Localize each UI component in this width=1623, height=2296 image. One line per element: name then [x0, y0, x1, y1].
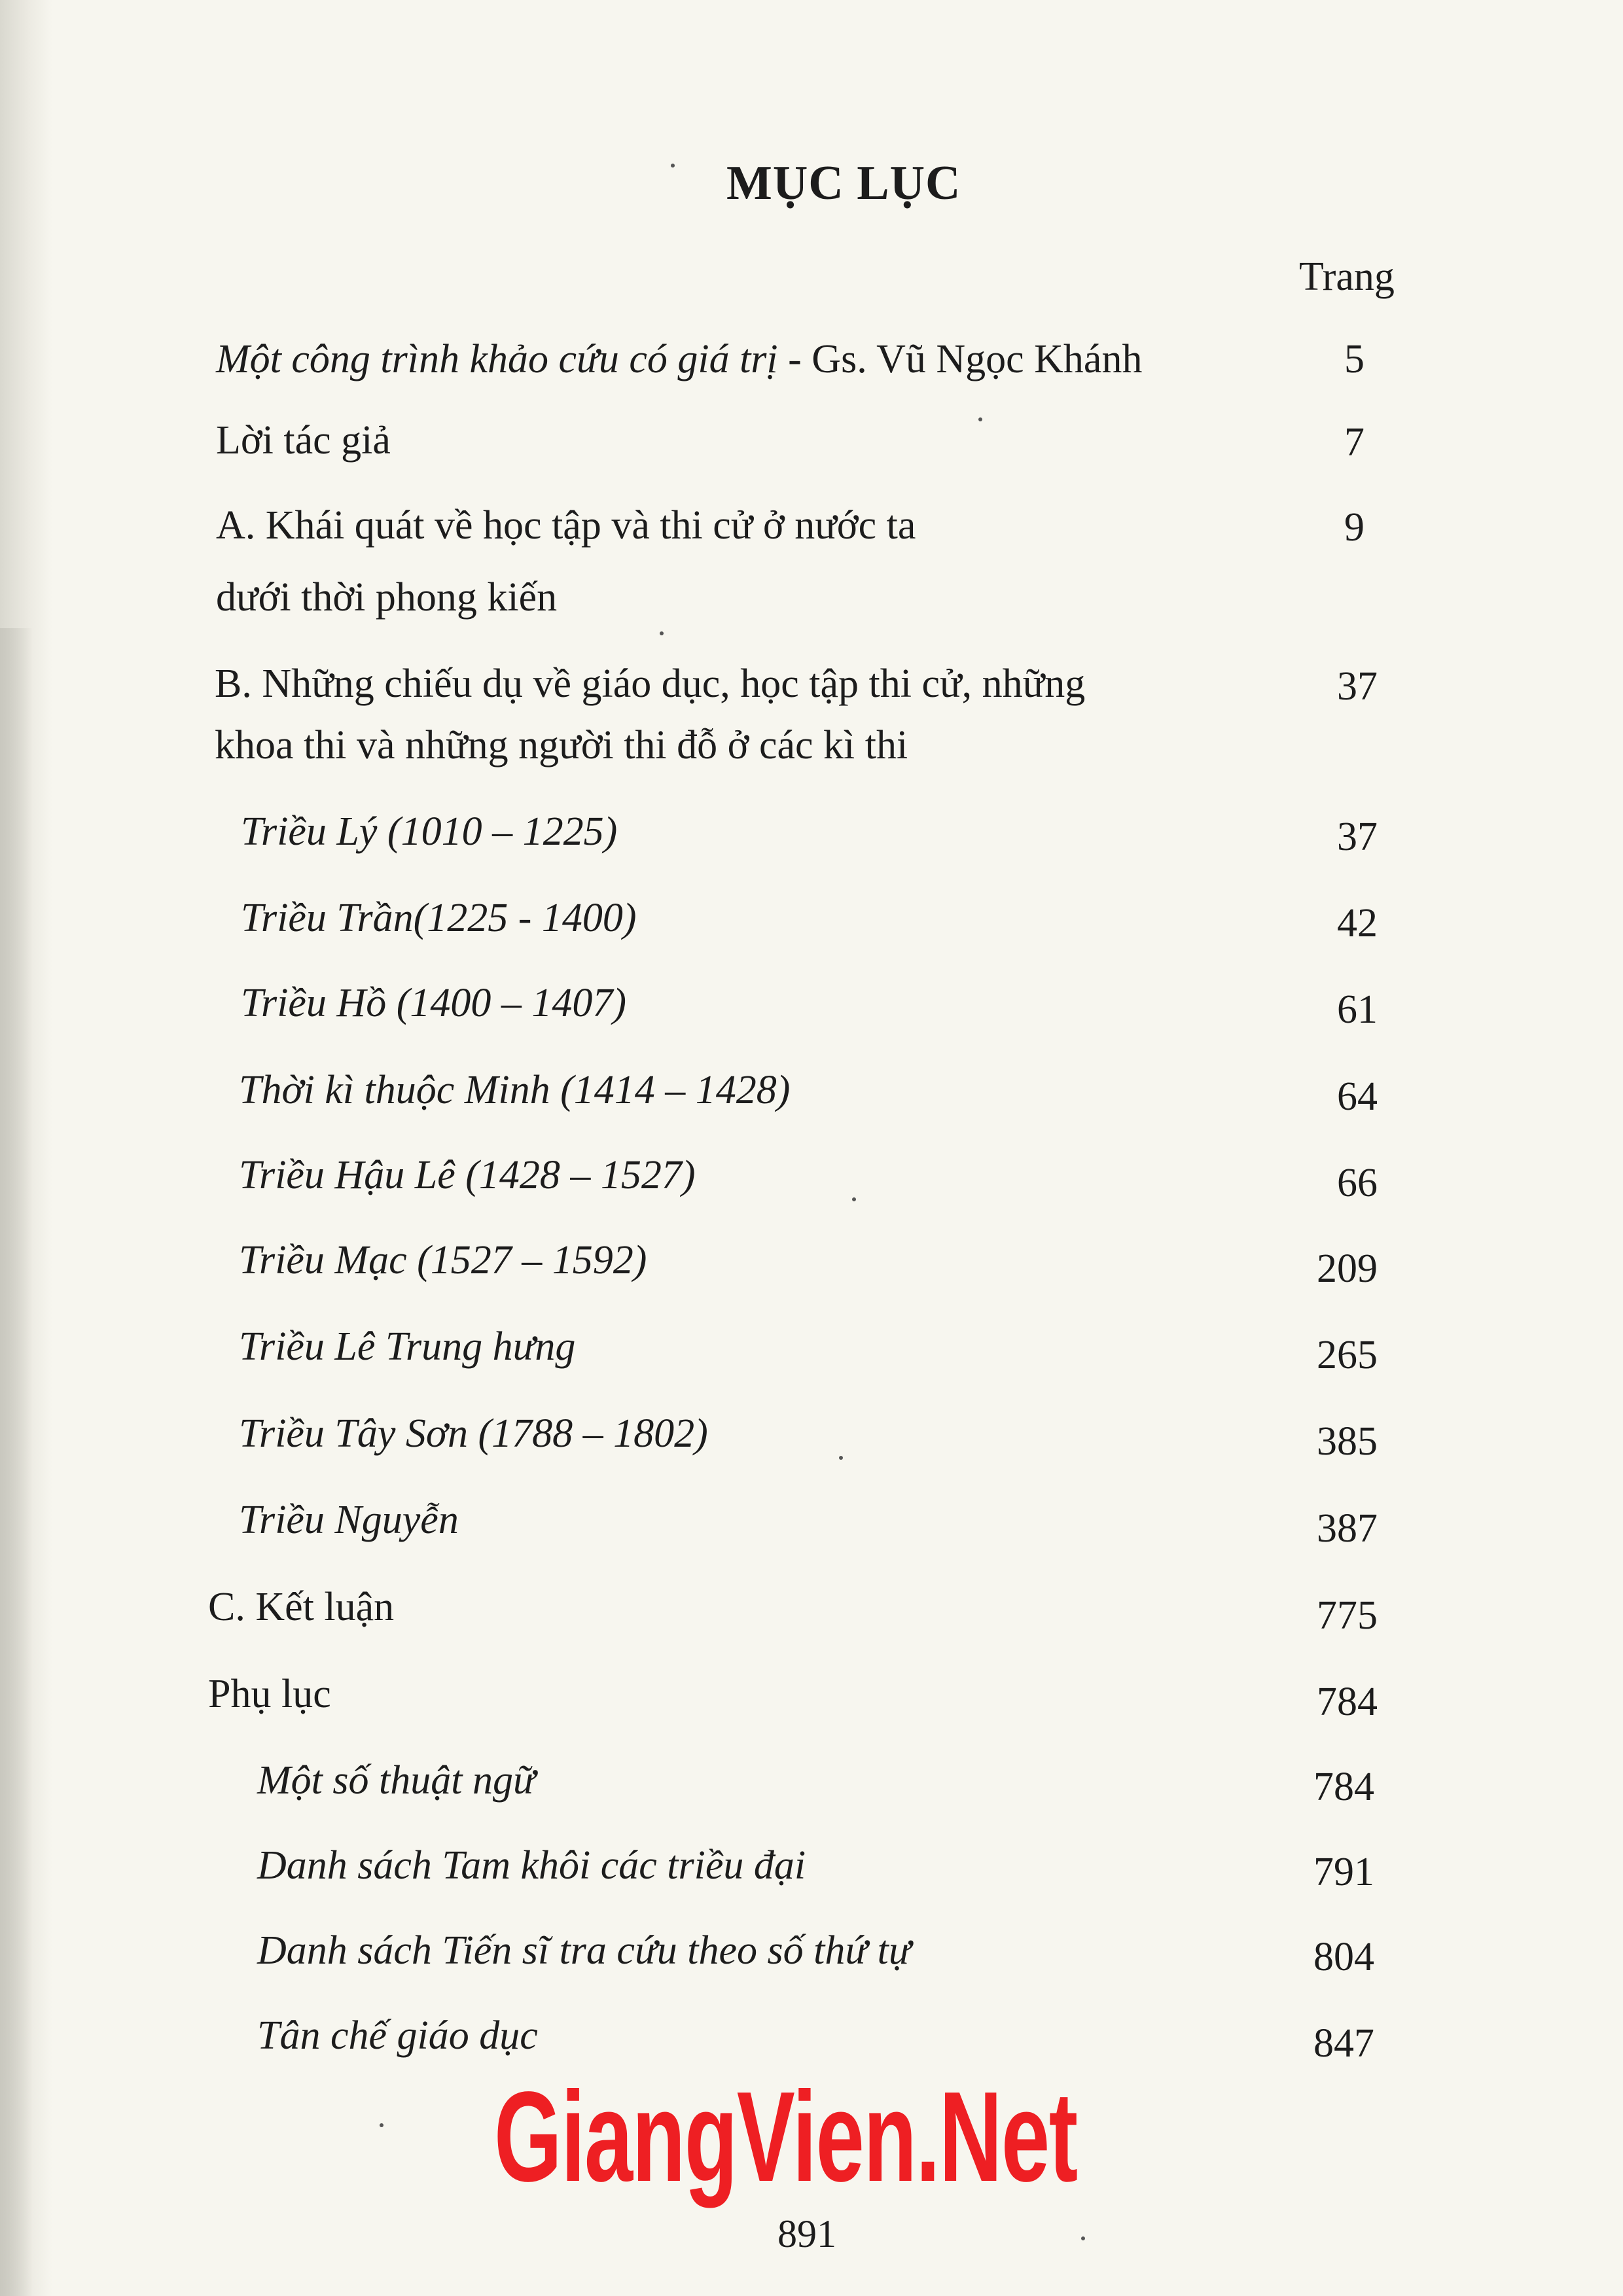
toc-entry-terminology: Một số thuật ngữ — [257, 1758, 535, 1803]
toc-page-number: 209 — [1317, 1246, 1378, 1291]
scan-speck — [852, 1197, 856, 1201]
toc-page-number: 387 — [1317, 1506, 1378, 1551]
toc-page-number: 9 — [1344, 505, 1364, 550]
toc-entry-section-a-line1: A. Khái quát về học tập và thi cử ở nước ta — [216, 503, 916, 548]
toc-page-number: 775 — [1317, 1593, 1378, 1638]
toc-entry-ming-period: Thời kì thuộc Minh (1414 – 1428) — [239, 1068, 791, 1112]
toc-entry-conclusion: C. Kết luận — [208, 1585, 395, 1629]
toc-entry-ho-dynasty: Triều Hồ (1400 – 1407) — [241, 981, 626, 1025]
toc-entry-foreword-author: - Gs. Vũ Ngọc Khánh — [777, 337, 1143, 381]
toc-entry-foreword — [216, 339, 1142, 380]
toc-entry-hau-le-dynasty: Triều Hậu Lê (1428 – 1527) — [239, 1153, 696, 1197]
toc-entry-section-b-line2: khoa thi và những người thi đỗ ở các kì thi — [215, 723, 908, 768]
toc-entry-education-reform: Tân chế giáo dục — [257, 2013, 538, 2058]
toc-entry-foreword-title: Một công trình khảo cứu có giá trị — [216, 337, 778, 381]
toc-entry-tran-dynasty: Triều Trần(1225 - 1400) — [241, 896, 637, 940]
toc-page-number: 265 — [1317, 1333, 1378, 1377]
toc-entry-tam-khoi-list: Danh sách Tam khôi các triều đại — [257, 1843, 806, 1888]
toc-page-number: 804 — [1313, 1935, 1374, 1979]
toc-page-number: 37 — [1337, 664, 1378, 709]
scan-speck — [671, 164, 675, 168]
toc-page-number: 42 — [1337, 901, 1378, 945]
watermark-logo: GiangVien.Net — [494, 2065, 1077, 2208]
page-number: 891 — [777, 2212, 836, 2255]
toc-page-number: 385 — [1317, 1419, 1378, 1464]
toc-page-number: 7 — [1344, 420, 1364, 465]
toc-page-number: 64 — [1337, 1074, 1378, 1119]
toc-page-number: 784 — [1317, 1680, 1378, 1724]
scan-speck — [660, 631, 664, 635]
toc-page-number: 66 — [1337, 1161, 1378, 1205]
toc-entry-section-a-line2: dưới thời phong kiến — [216, 575, 558, 620]
toc-page-number: 61 — [1337, 987, 1378, 1032]
toc-entry-tay-son-dynasty: Triều Tây Sơn (1788 – 1802) — [239, 1411, 708, 1456]
scan-speck — [839, 1456, 843, 1460]
scan-speck — [978, 417, 982, 421]
toc-entry-tien-si-list: Danh sách Tiến sĩ tra cứu theo số thứ tự — [257, 1928, 911, 1973]
page-edge-shadow — [0, 628, 33, 2296]
toc-entry-author-preface: Lời tác giả — [216, 418, 391, 463]
toc-page-number: 847 — [1313, 2021, 1374, 2066]
toc-title: MỤC LỤC — [726, 156, 961, 210]
toc-page-number: 784 — [1313, 1765, 1374, 1809]
toc-entry-section-b-line1: B. Những chiếu dụ về giáo dục, học tập thi cử, những — [215, 662, 1086, 706]
toc-entry-ly-dynasty: Triều Lý (1010 – 1225) — [241, 809, 618, 854]
toc-entry-le-trung-hung: Triều Lê Trung hưng — [239, 1324, 576, 1369]
toc-entry-appendix: Phụ lục — [208, 1672, 331, 1716]
scan-speck — [1081, 2236, 1085, 2240]
toc-entry-mac-dynasty: Triều Mạc (1527 – 1592) — [239, 1238, 647, 1282]
toc-page-number: 791 — [1313, 1850, 1374, 1894]
scan-speck — [380, 2123, 383, 2127]
toc-entry-nguyen-dynasty: Triều Nguyễn — [239, 1498, 459, 1542]
toc-page-number: 37 — [1337, 815, 1378, 859]
toc-page-number: 5 — [1344, 337, 1364, 381]
page-column-label: Trang — [1299, 255, 1395, 299]
